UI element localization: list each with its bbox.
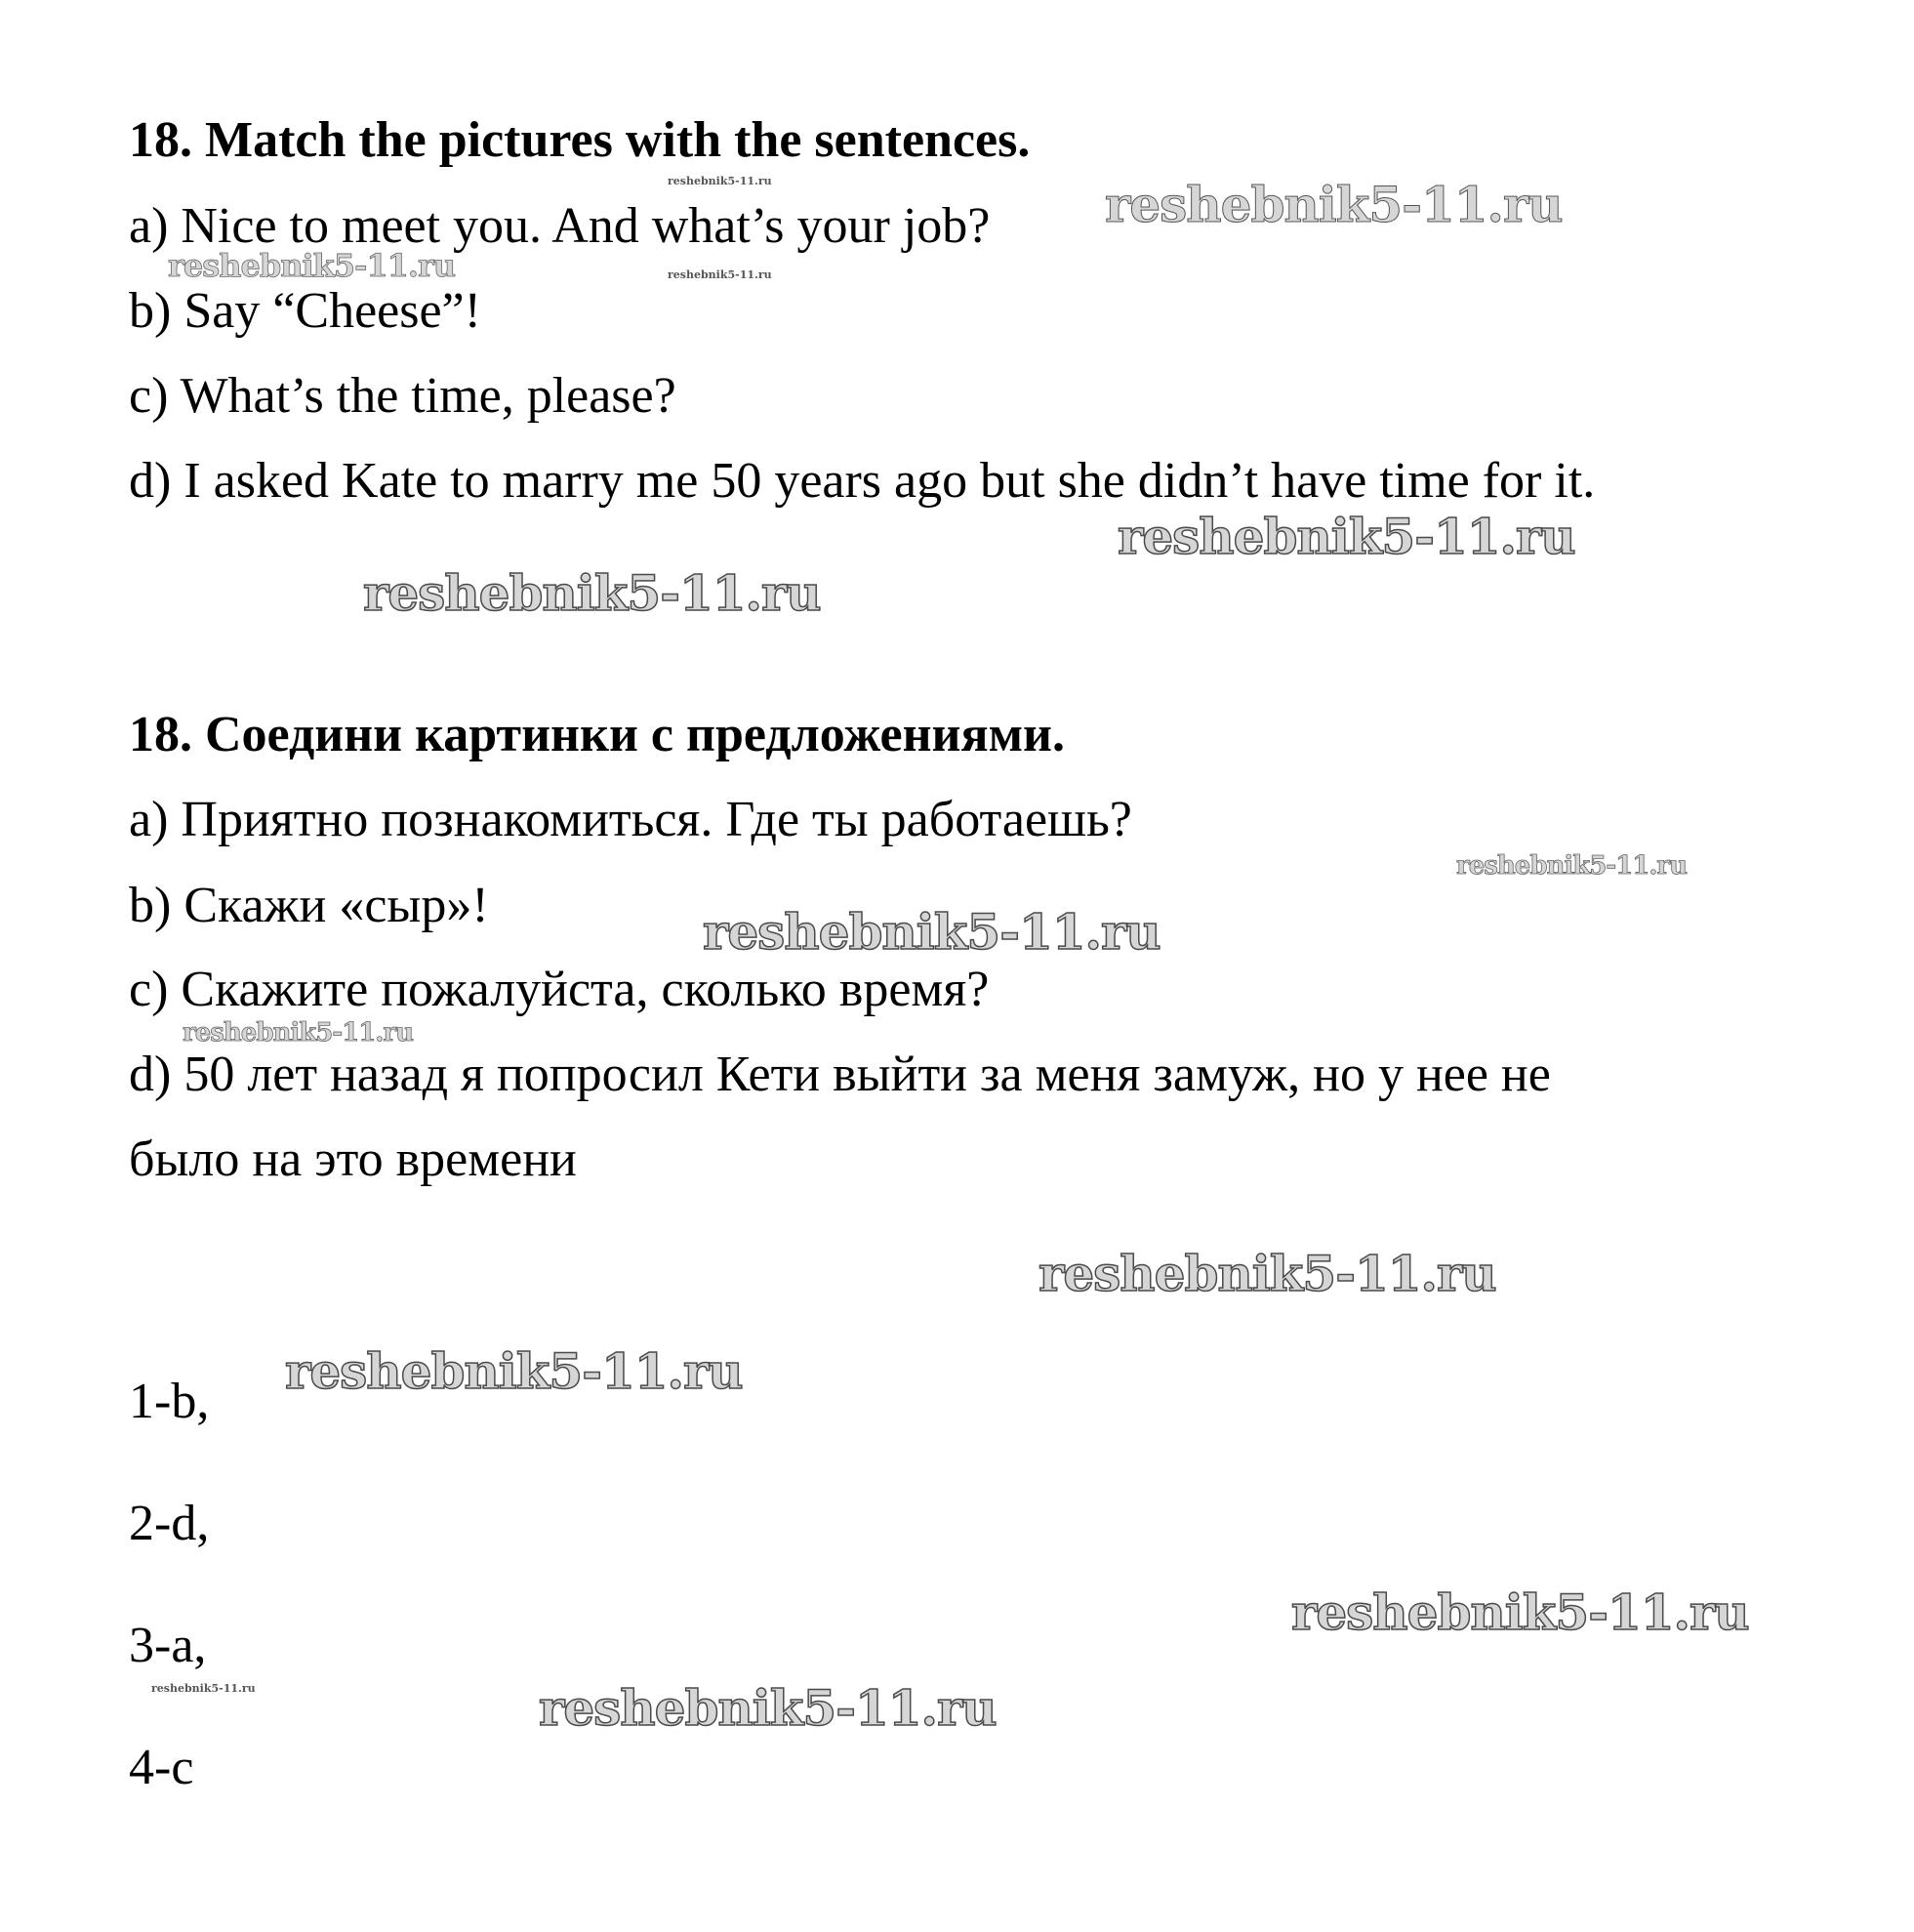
english-heading: 18. Match the pictures with the sentences.	[129, 112, 1031, 168]
watermark: reshebnik5-11.ru	[151, 1682, 256, 1695]
answer-2: 2-d,	[129, 1496, 210, 1551]
watermark: reshebnik5-11.ru	[539, 1679, 997, 1737]
russian-item-d: d) 50 лет назад я попросил Кети выйти за меня замуж, но у нее не	[129, 1047, 1551, 1102]
english-item-a: a) Nice to meet you. And what’s your job?	[129, 198, 991, 254]
answer-4: 4-c	[129, 1740, 194, 1795]
english-item-b: b) Say “Cheese”!	[129, 283, 481, 339]
watermark: reshebnik5-11.ru	[1038, 1245, 1496, 1302]
russian-item-d-continued: было на это времени	[129, 1131, 577, 1187]
watermark: reshebnik5-11.ru	[1291, 1583, 1749, 1641]
russian-heading: 18. Соедини картинки с предложениями.	[129, 707, 1066, 762]
watermark: reshebnik5-11.ru	[363, 564, 821, 622]
watermark: reshebnik5-11.ru	[168, 247, 456, 284]
watermark: reshebnik5-11.ru	[668, 175, 772, 187]
watermark: reshebnik5-11.ru	[703, 903, 1161, 961]
watermark: reshebnik5-11.ru	[183, 1018, 414, 1048]
russian-item-c: c) Скажите пожалуйста, сколько время?	[129, 962, 990, 1017]
watermark: reshebnik5-11.ru	[285, 1342, 743, 1400]
watermark: reshebnik5-11.ru	[1456, 851, 1688, 881]
watermark: reshebnik5-11.ru	[1118, 508, 1575, 565]
watermark: reshebnik5-11.ru	[1105, 176, 1563, 233]
english-item-d: d) I asked Kate to marry me 50 years ago but she didn’t have time for it.	[129, 453, 1596, 509]
watermark: reshebnik5-11.ru	[668, 268, 772, 281]
answer-3: 3-a,	[129, 1618, 207, 1673]
russian-item-b: b) Скажи «сыр»!	[129, 878, 489, 933]
answer-1: 1-b,	[129, 1374, 210, 1429]
russian-item-a: a) Приятно познакомиться. Где ты работаешь?	[129, 792, 1132, 847]
english-item-c: c) What’s the time, please?	[129, 368, 676, 424]
